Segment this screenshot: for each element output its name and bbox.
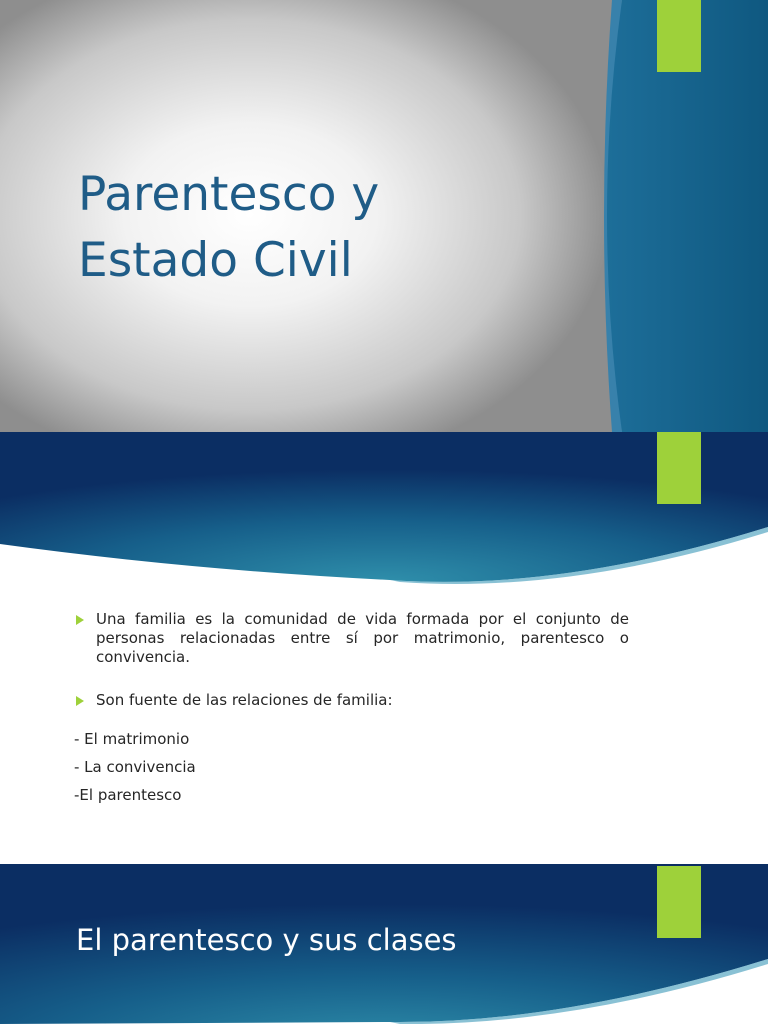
slide-2 bbox=[0, 432, 768, 864]
bullet-triangle-icon bbox=[76, 696, 84, 706]
accent-bar bbox=[657, 432, 701, 504]
list-line: -El parentesco bbox=[74, 786, 182, 804]
bullet-triangle-icon bbox=[76, 615, 84, 625]
slide-2-content bbox=[75, 610, 629, 710]
slide-3-title: El parentesco y sus clases bbox=[76, 923, 457, 957]
slide-3 bbox=[0, 864, 768, 1024]
title-line-2: Estado Civil bbox=[78, 233, 353, 288]
title-line-1: Parentesco y bbox=[78, 167, 380, 222]
accent-bar bbox=[657, 866, 701, 938]
bullet-item bbox=[75, 691, 629, 710]
slide-1 bbox=[0, 0, 768, 432]
list-line: - El matrimonio bbox=[74, 730, 190, 748]
list-line: - La convivencia bbox=[74, 758, 196, 776]
slide-title bbox=[78, 162, 598, 294]
bullet-text: Son fuente de las relaciones de familia: bbox=[96, 691, 393, 709]
bullet-text: Una familia es la comunidad de vida formada por el conjunto de personas relacionadas entre sí por matrimonio, parentesco o convivencia. bbox=[96, 610, 629, 666]
accent-bar bbox=[657, 0, 701, 72]
bullet-item bbox=[75, 610, 629, 667]
